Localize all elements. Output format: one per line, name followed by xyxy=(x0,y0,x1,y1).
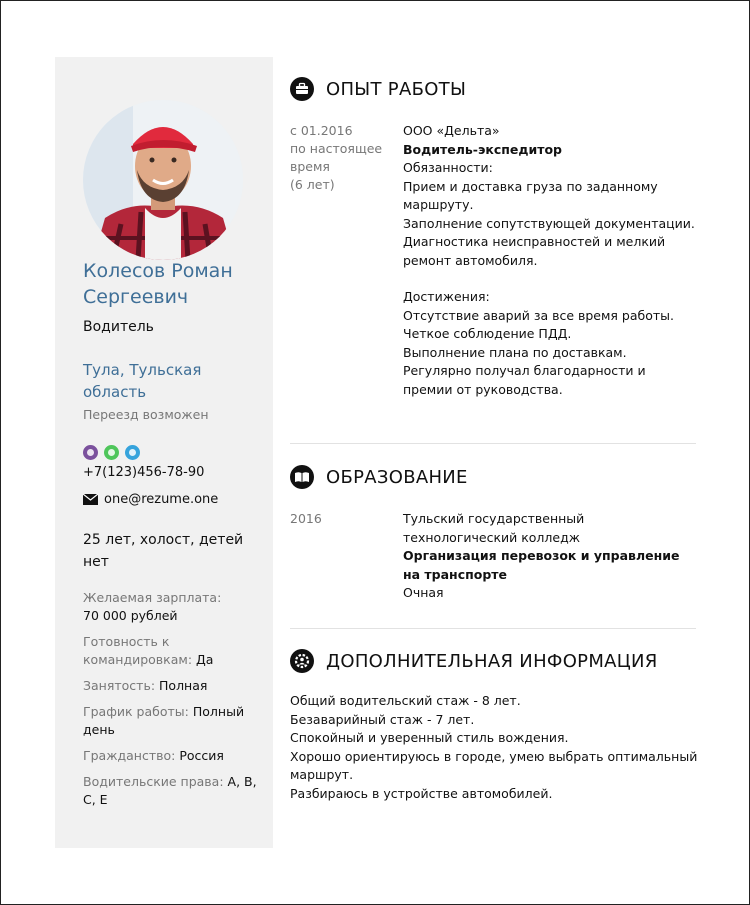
citizenship-value: Россия xyxy=(179,748,224,763)
schedule-row xyxy=(83,703,261,739)
avatar xyxy=(83,100,243,260)
schedule-value: Полный день xyxy=(83,704,245,737)
experience-header xyxy=(290,77,466,101)
experience-details xyxy=(403,122,695,399)
envelope-icon xyxy=(83,494,98,505)
duty-item: Заполнение сопутствующей документации. xyxy=(403,215,695,231)
institution-name: Тульский государственный технологический колледж xyxy=(403,511,585,545)
email-row[interactable] xyxy=(83,492,261,507)
achievement-item: Выполнение плана по доставкам. xyxy=(403,344,627,360)
messenger-icons xyxy=(83,445,261,460)
achievement-item: Отсутствие аварий за все время работы. xyxy=(403,307,674,323)
schedule-label: График работы: xyxy=(83,704,189,719)
telegram-icon[interactable] xyxy=(125,445,140,460)
company-name: ООО «Дельта» xyxy=(403,123,500,138)
sidebar xyxy=(55,57,273,848)
whatsapp-icon[interactable] xyxy=(104,445,119,460)
experience-title: ОПЫТ РАБОТЫ xyxy=(326,78,467,100)
info-line: Спокойный и уверенный стиль вождения. xyxy=(290,730,569,745)
achievements-label: Достижения: xyxy=(403,289,490,304)
briefcase-icon xyxy=(290,77,314,101)
license-row xyxy=(83,773,261,809)
salary-row xyxy=(83,589,261,625)
candidate-details xyxy=(83,589,261,817)
trips-row xyxy=(83,633,261,669)
phone-number[interactable]: +7(123)456-78-90 xyxy=(83,465,205,480)
info-line: Безаварийный стаж - 7 лет. xyxy=(290,711,475,727)
citizenship-label: Гражданство: xyxy=(83,748,176,763)
candidate-name: Колесов Роман Сергеевич xyxy=(83,260,233,308)
period-duration: (6 лет) xyxy=(290,177,335,192)
period-end: по настоящее время xyxy=(290,141,383,174)
candidate-city: Тула, Тульская область xyxy=(83,361,202,401)
salary-label: Желаемая зарплата: xyxy=(83,590,222,605)
section-divider xyxy=(290,628,696,629)
candidate-position: Водитель xyxy=(83,319,154,335)
employment-value: Полная xyxy=(159,678,208,693)
citizenship-row xyxy=(83,747,261,765)
education-header xyxy=(290,465,468,489)
duty-item: Диагностика неисправностей и мелкий ремонт автомобиля. xyxy=(403,234,666,268)
section-divider xyxy=(290,443,696,444)
license-label: Водительские права: xyxy=(83,774,224,789)
duties-label: Обязанности: xyxy=(403,160,493,175)
education-details xyxy=(403,510,695,603)
education-title: ОБРАЗОВАНИЕ xyxy=(326,466,468,488)
gear-person-icon xyxy=(290,649,314,673)
info-line: Общий водительский стаж - 8 лет. xyxy=(290,693,521,708)
viber-icon[interactable] xyxy=(83,445,98,460)
education-form: Очная xyxy=(403,585,444,600)
job-role: Водитель-экспедитор xyxy=(403,141,562,157)
relocation-status: Переезд возможен xyxy=(83,407,209,422)
additional-header xyxy=(290,649,658,673)
additional-title: ДОПОЛНИТЕЛЬНАЯ ИНФОРМАЦИЯ xyxy=(326,650,658,672)
period-start: с 01.2016 xyxy=(290,123,353,138)
experience-period xyxy=(290,122,390,194)
info-line: Разбираюсь в устройстве автомобилей. xyxy=(290,785,553,801)
specialty-name: Организация перевозок и управление на транспорте xyxy=(403,548,680,582)
education-year: 2016 xyxy=(290,511,322,526)
achievement-item: Регулярно получал благодарности и премии от руководства. xyxy=(403,363,646,397)
employment-label: Занятость: xyxy=(83,678,156,693)
license-value: A, B, C, E xyxy=(83,774,257,807)
info-line: Хорошо ориентируюсь в городе, умею выбрать оптимальный маршрут. xyxy=(290,748,698,782)
email-address[interactable]: one@rezume.one xyxy=(104,492,219,507)
personal-info: 25 лет, холост, детей нет xyxy=(83,532,244,570)
achievement-item: Четкое соблюдение ПДД. xyxy=(403,326,572,341)
trips-value: Да xyxy=(196,652,214,667)
book-icon xyxy=(290,465,314,489)
additional-info xyxy=(290,692,700,803)
duty-item: Прием и доставка груза по заданному маршруту. xyxy=(403,178,658,212)
salary-value: 70 000 рублей xyxy=(83,608,178,623)
trips-label: Готовность к командировкам: xyxy=(83,634,193,667)
employment-row xyxy=(83,677,261,695)
